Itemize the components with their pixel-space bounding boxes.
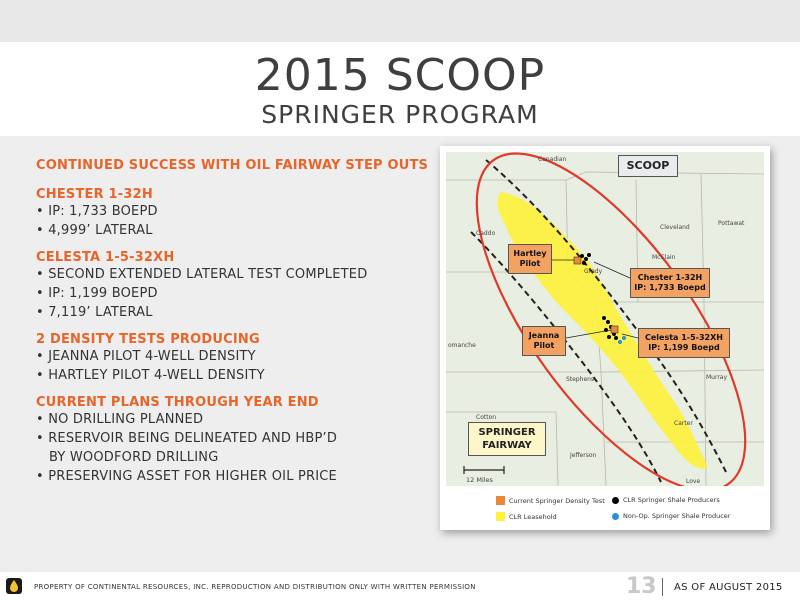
callout-line: IP: 1,199 Boepd: [648, 343, 720, 352]
place-label: omanche: [448, 342, 476, 349]
place-label: Murray: [706, 374, 728, 381]
place-label: Cotton: [476, 414, 497, 421]
legend-item: [612, 496, 720, 504]
text-column: [36, 158, 436, 486]
scale-label: 12 Miles: [466, 476, 493, 484]
legend-item: [496, 496, 605, 505]
leasehold-swatch: [496, 512, 505, 521]
place-label: Love: [686, 478, 701, 485]
bullet-item: BY WOODFORD DRILLING: [36, 450, 219, 465]
legend-label: CLR Leasehold: [509, 512, 557, 521]
place-label: Pottawat: [718, 220, 745, 227]
jeanna-pilot-callout: [522, 326, 566, 356]
chester-callout: [630, 268, 710, 298]
jeanna-density-marker: [611, 326, 618, 333]
map-frame: [440, 146, 770, 530]
section-heading: CURRENT PLANS THROUGH YEAR END: [36, 395, 319, 410]
place-label: Cleveland: [660, 224, 690, 231]
slide-title: 2015 SCOOP: [254, 50, 546, 101]
nonop-dot: [612, 513, 619, 520]
bullet-item: • 4,999’ LATERAL: [36, 223, 153, 238]
springer-fairway-label: [468, 422, 546, 456]
section-heading: CELESTA 1-5-32XH: [36, 250, 175, 265]
callout-line: Jeanna: [528, 331, 560, 340]
place-label: Stephens: [566, 376, 595, 383]
place-label: Carter: [674, 420, 693, 427]
place-label: McClain: [652, 254, 676, 261]
place-label: Jefferson: [570, 452, 597, 459]
slide-subtitle: SPRINGER PROGRAM: [261, 100, 539, 129]
legend-item: [496, 512, 557, 521]
callout-line: IP: 1,733 Boepd: [634, 283, 706, 292]
producer-dot: [612, 497, 619, 504]
as-of-date: AS OF AUGUST 2015: [674, 582, 783, 593]
bullet-item: • JEANNA PILOT 4-WELL DENSITY: [36, 349, 256, 364]
bullet-item: • RESERVOIR BEING DELINEATED AND HBP’D: [36, 431, 338, 446]
bullet-item: • HARTLEY PILOT 4-WELL DENSITY: [36, 368, 265, 383]
springer-line: FAIRWAY: [482, 440, 532, 451]
springer-line: SPRINGER: [478, 427, 536, 438]
hartley-density-marker: [574, 257, 581, 264]
company-logo: [6, 578, 22, 594]
bullet-item: • SECOND EXTENDED LATERAL TEST COMPLETED: [36, 267, 368, 282]
footer-disclaimer: PROPERTY OF CONTINENTAL RESOURCES, INC. REPRODUCTION AND DISTRIBUTION ONLY WITH WRITTEN PERMISSION: [34, 583, 476, 591]
bullet-item: • IP: 1,733 BOEPD: [36, 204, 158, 219]
bullet-item: • IP: 1,199 BOEPD: [36, 286, 158, 301]
bullet-item: • NO DRILLING PLANNED: [36, 412, 204, 427]
legend-label: Non-Op. Springer Shale Producer: [623, 512, 731, 520]
legend-label: CLR Springer Shale Producers: [623, 496, 720, 504]
density-swatch: [496, 496, 505, 505]
place-label: Grady: [584, 268, 603, 275]
callout-line: Hartley: [513, 249, 547, 258]
section-heading: CONTINUED SUCCESS WITH OIL FAIRWAY STEP OUTS: [36, 158, 429, 173]
footer-divider: [662, 578, 663, 596]
oil-drop-icon: [6, 578, 22, 594]
section-heading: CHESTER 1-32H: [36, 187, 153, 202]
legend-label: Current Springer Density Test: [509, 496, 605, 505]
callout-line: Celesta 1-5-32XH: [644, 333, 723, 342]
callout-line: Chester 1-32H: [637, 273, 703, 282]
springer-map: [446, 152, 764, 486]
section-heading: 2 DENSITY TESTS PRODUCING: [36, 332, 260, 347]
place-label: Canadian: [538, 156, 567, 163]
place-label: Caddo: [476, 230, 496, 237]
top-bar: [0, 0, 800, 42]
bullet-item: • 7,119’ LATERAL: [36, 305, 153, 320]
scale-bar: [464, 466, 504, 474]
celesta-callout: [638, 328, 730, 358]
page-number: 13: [626, 574, 657, 599]
scoop-label: SCOOP: [618, 155, 678, 177]
bullet-item: • PRESERVING ASSET FOR HIGHER OIL PRICE: [36, 469, 337, 484]
callout-line: Pilot: [519, 259, 541, 268]
legend-item: [612, 512, 730, 520]
map-legend: [446, 490, 764, 526]
hartley-pilot-callout: [508, 244, 552, 274]
callout-line: Pilot: [533, 341, 555, 350]
